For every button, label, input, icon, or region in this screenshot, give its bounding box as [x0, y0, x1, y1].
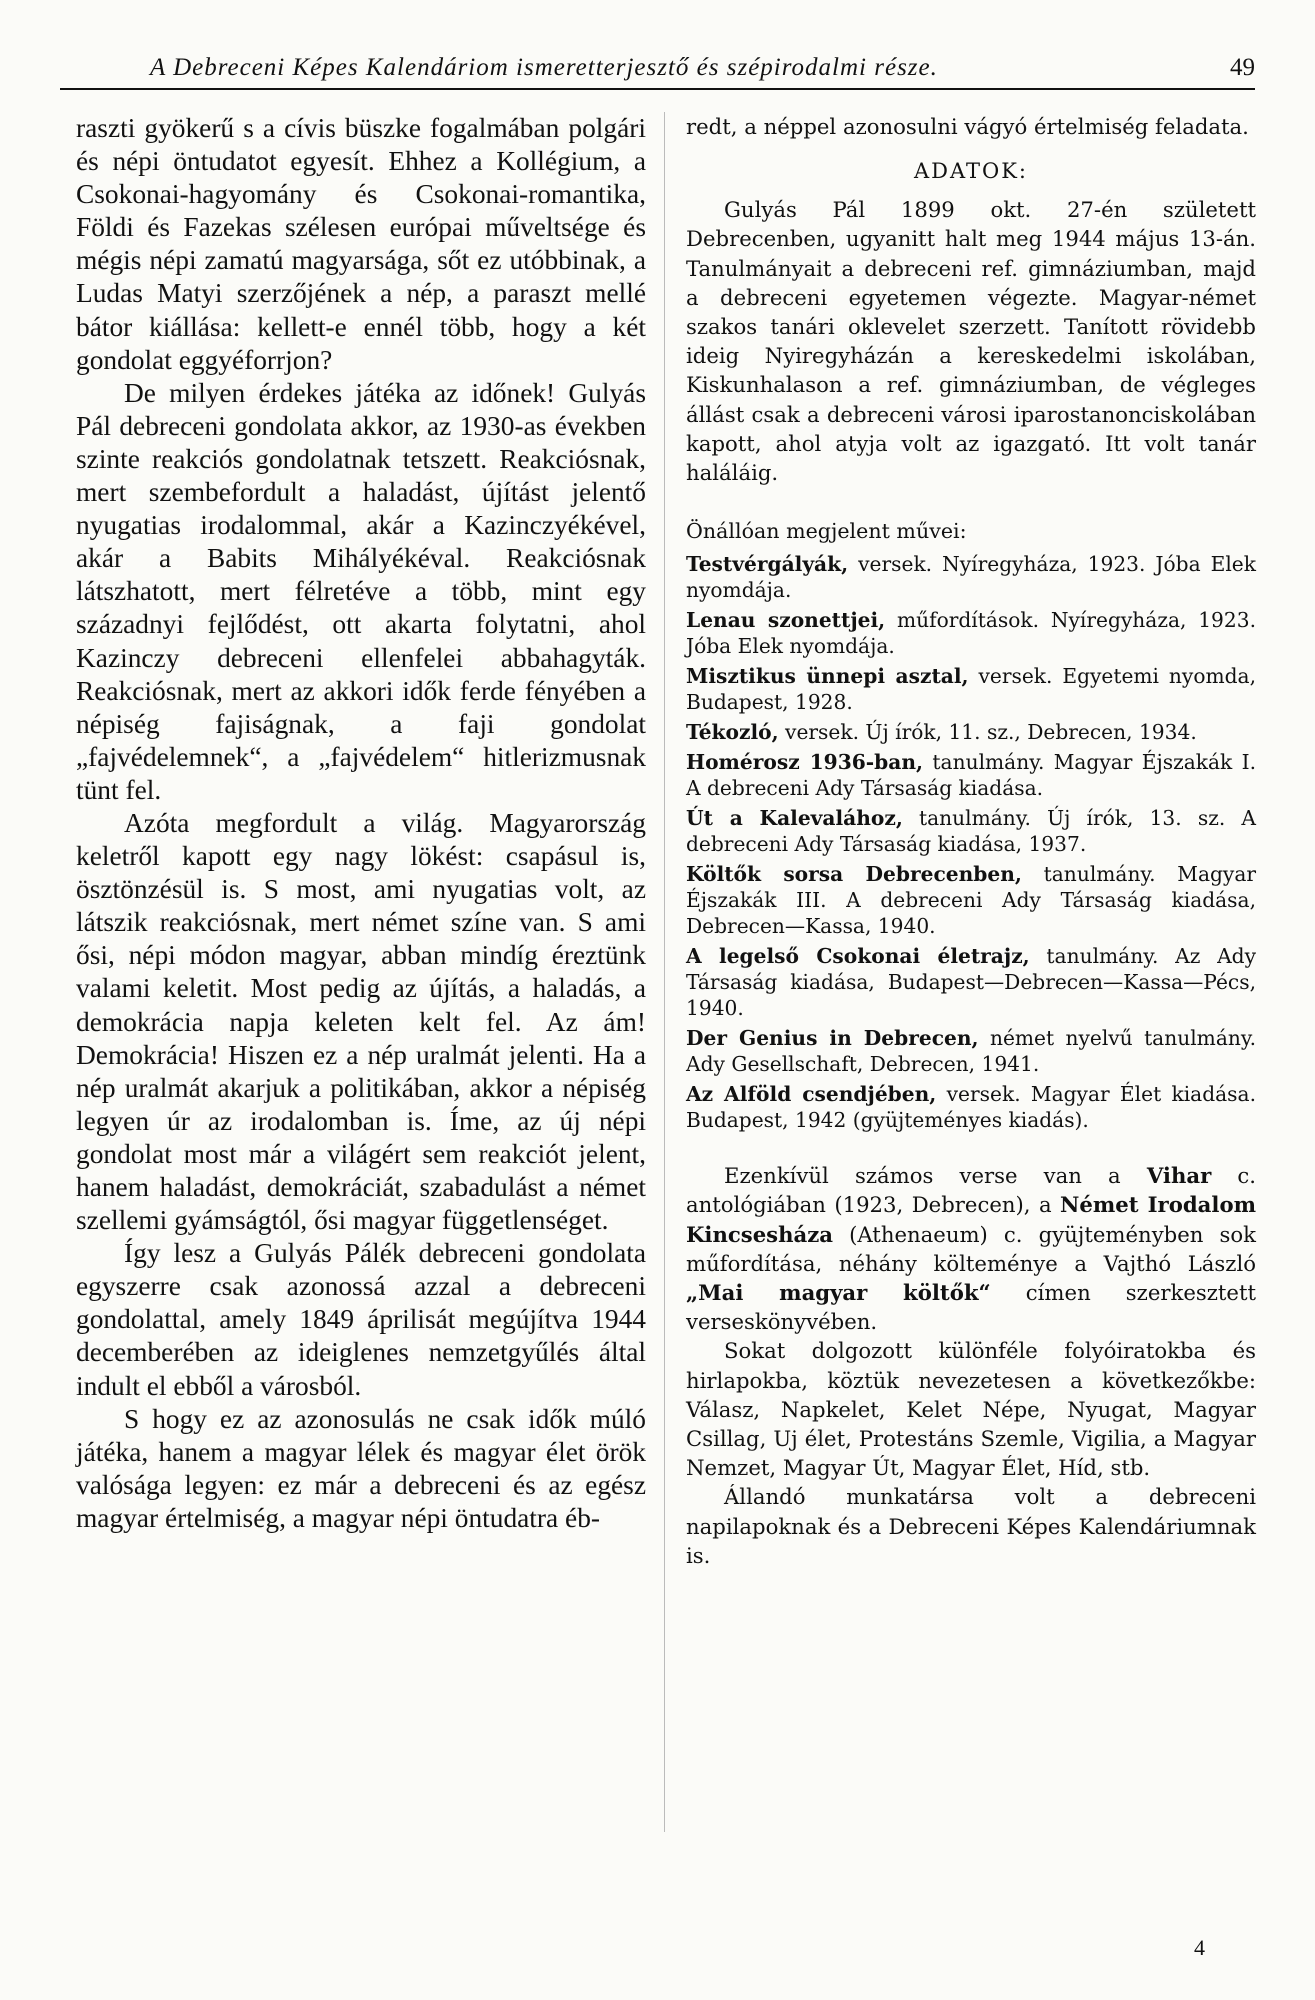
spacer — [686, 1137, 1256, 1161]
work-title: Der Genius in Debrecen, — [686, 1026, 979, 1051]
work-title: Tékozló, — [686, 720, 779, 745]
extra-paragraph: Állandó munkatársa volt a debreceni napilapoknak és a Debreceni Képes Kalendáriumnak is. — [686, 1484, 1256, 1568]
work-item — [686, 607, 1256, 659]
work-item — [686, 1081, 1256, 1133]
left-paragraph: S hogy ez az azonosulás ne csak idők múló játéka, hanem a magyar lélek és magyar élet örök valósága legyen: ez már a debreceni és az egész magyar értelmiség, a magyar népi öntudatra éb- — [76, 1403, 646, 1533]
adatok-paragraph: Gulyás Pál 1899 okt. 27-én született Debrecenben, ugyanitt halt meg 1944 május 13-án. Tanulmányait a debreceni ref. gimnáziumban, majd a debreceni egyetemen végezte. Magyar-német szakos tanári oklevelet szerzett. Tanított rövidebb ideig Nyiregyházán a kereskedelmi iskolában, Kiskunhalason a ref. gimnáziumban, de végleges állást csak a debreceni városi iparostanonciskolában kapott, ahol atyja volt az igazgató. Itt volt tanár haláláig. — [686, 197, 1256, 486]
bold-run: Vihar — [1146, 1163, 1212, 1189]
work-details: versek. Új írók, 11. sz., Debrecen, 1934. — [778, 720, 1197, 745]
work-item — [686, 805, 1256, 857]
text-run: c. antológiában (1923, Debrecen), a — [686, 1163, 1256, 1218]
work-item — [686, 943, 1256, 1021]
work-details: tanulmány. Magyar Éjszakák I. A debreceni Ady Társaság kiadása. — [686, 750, 1257, 801]
work-details: tanulmány. Új írók, 13. sz. A debreceni Ady Társaság kiadása, 1937. — [686, 806, 1256, 857]
running-header — [60, 54, 1255, 90]
bold-run: „Mai magyar költők“ — [686, 1280, 991, 1306]
bold-run: Német Irodalom Kincsesháza — [686, 1192, 1256, 1247]
page-number: 49 — [1230, 54, 1255, 81]
intro-paragraph: redt, a néppel azonosulni vágyó értelmiség feladata. — [686, 114, 1249, 139]
work-item — [686, 1025, 1256, 1077]
left-column — [76, 112, 646, 1535]
work-title: Költők sorsa Debrecenben, — [686, 862, 1022, 887]
header-title: A Debreceni Képes Kalendáriom ismeretterjesztő és szépirodalmi része. — [150, 54, 938, 81]
left-paragraph: De milyen érdekes játéka az időnek! Gulyás Pál debreceni gondolata akkor, az 1930-as években szinte reakciós gondolatnak tetszett. Reakciósnak, mert szembefordult a haladást, újítást jelentő nyugatias irodalommal, akár a Kazinczyékével, akár a Babits Mihályékéval. Reakciósnak látszhatott, mert félretéve a több, mint egy századnyi fejlődést, ott akarta folytatni, ahol Kazinczy debreceni ellenfelei abbahagyták. Reakciósnak, mert az akkori idők ferde fényében a népiség fajiságnak, a faji gondolat „fajvédelemnek“, a „fajvédelem“ hitlerizmusnak tünt fel. — [76, 377, 646, 805]
extra-paragraph: Sokat dolgozott különféle folyóiratokba és hirlapokba, köztük nevezetesen a következőkbe: Válasz, Napkelet, Kelet Népe, Nyugat, Magyar Csillag, Uj élet, Protestáns Szemle, Vigilia, a Magyar Nemzet, Magyar Út, Magyar Élet, Híd, stb. — [686, 1338, 1256, 1481]
left-paragraph: Így lesz a Gulyás Pálék debreceni gondolata egyszerre csak azonossá azzal a debreceni gondolattal, amely 1849 áprilisát megújítva 1944 decemberében az ideiglenes nemzetgyűlés által indult el ebből a városból. — [76, 1238, 646, 1401]
signature-number: 4 — [1194, 1935, 1205, 1960]
work-details: német nyelvű tanulmány. Ady Gesellschaft, Debrecen, 1941. — [686, 1026, 1256, 1077]
work-details: tanulmány. Magyar Éjszakák III. A debreceni Ady Társaság kiadása, Debrecen—Kassa, 1940. — [686, 862, 1257, 939]
work-item — [686, 663, 1256, 715]
work-title: Az Alföld csendjében, — [686, 1082, 937, 1107]
text-run: Ezenkívül számos verse van a — [724, 1163, 1147, 1189]
work-details: versek. Nyíregyháza, 1923. Jóba Elek nyomdája. — [686, 552, 1256, 603]
left-paragraph: raszti gyökerű s a cívis büszke fogalmában polgári és népi öntudatot egyesít. Ehhez a Kollégium, a Csokonai-hagyomány és Csokonai-romantika, Földi és Fazekas szélesen európai műveltsége és mégis népi zamatú magyarsága, sőt ez utóbbinak, a Ludas Matyi szerzőjének a nép, a paraszt mellé bátor kiállása: kellett-e ennél több, hogy a két gondolat eggyéforrjon? — [76, 113, 646, 375]
work-item — [686, 719, 1256, 745]
work-details: versek. Egyetemi nyomda, Budapest, 1928. — [686, 664, 1256, 715]
text-run: címen szerkesztett verseskönyvében. — [686, 1280, 1256, 1335]
work-title: A legelső Csokonai életrajz, — [686, 944, 1030, 969]
work-item — [686, 749, 1256, 801]
work-details: műfordítások. Nyíregyháza, 1923. Jóba Elek nyomdája. — [686, 608, 1257, 659]
adatok-heading: ADATOK: — [913, 159, 1028, 184]
work-item — [686, 861, 1256, 939]
work-title: Misztikus ünnepi asztal, — [686, 664, 969, 689]
right-column — [686, 112, 1256, 1570]
extra-paragraph — [686, 1161, 1256, 1336]
works-title: Önállóan megjelent művei: — [686, 519, 967, 544]
text-run: (Athenaeum) c. gyüjteményben sok műfordítása, néhány költeménye a Vajthó László — [686, 1221, 1256, 1276]
work-title: Lenau szonettjei, — [686, 608, 886, 633]
column-divider — [664, 112, 665, 1832]
work-title: Testvérgályák, — [686, 552, 849, 577]
left-paragraph: Azóta megfordult a világ. Magyarország keletről kapott egy nagy lökést: csapásul is, ösztönzésül is. S most, ami nyugatias volt, az látszik reakciósnak, mert német színe van. S ami ősi, népi módon magyar, abban mindíg éreztünk valami keletit. Most pedig az újítás, a haladás, a demokrácia napja keleten kelt fel. Az ám! Demokrácia! Hiszen ez a nép uralmát jelenti. Ha a nép uralmát akarjuk a politikában, akkor a népiség legyen úr az irodalomban is. Íme, az új népi gondolat most már a világért sem reakciót jelent, hanem haladást, demokráciát, szabadulást a német szellemi gyámságtól, ősi magyar függetlenséget. — [76, 807, 646, 1236]
work-title: Út a Kalevalához, — [686, 806, 903, 831]
work-details: versek. Magyar Élet kiadása. Budapest, 1942 (gyüjteményes kiadás). — [686, 1082, 1256, 1133]
work-title: Homérosz 1936-ban, — [686, 750, 924, 775]
works-list — [686, 551, 1256, 1133]
work-item — [686, 551, 1256, 603]
work-details: tanulmány. Az Ady Társaság kiadása, Budapest—Debrecen—Kassa—Pécs, 1940. — [686, 944, 1256, 1021]
